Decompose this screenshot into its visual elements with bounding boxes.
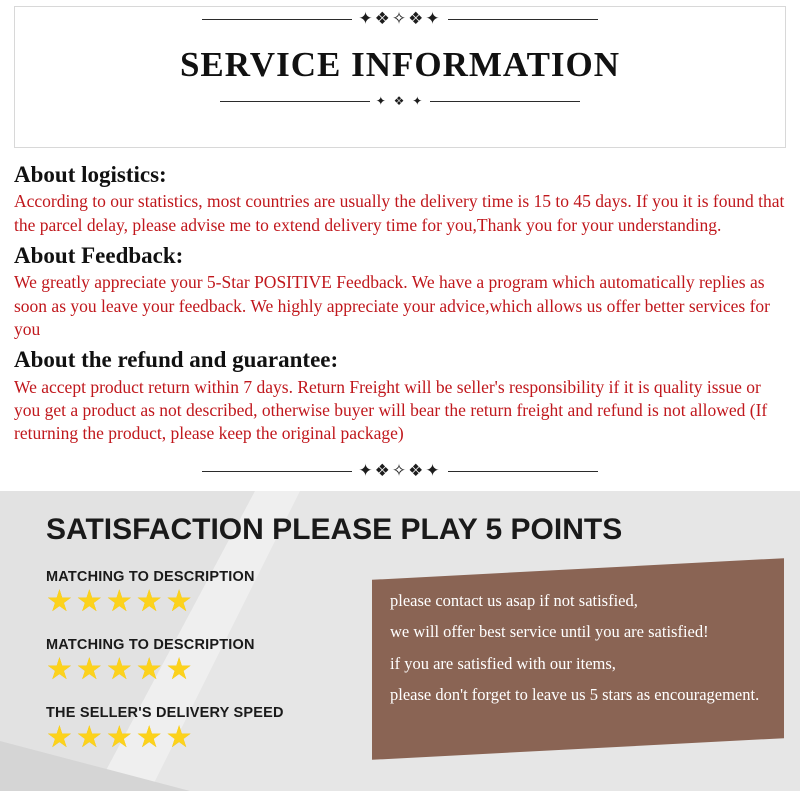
ornament-glyph: ✦❖✧❖✦ xyxy=(358,9,442,29)
star-icon: ★ xyxy=(165,721,196,755)
rating-label: MATCHING TO DESCRIPTION xyxy=(46,569,255,586)
ornament-line-left xyxy=(202,19,352,20)
star-icon: ★ xyxy=(75,653,106,687)
star-icon: ★ xyxy=(135,653,166,687)
section-refund-guarantee xyxy=(14,347,786,445)
page-title: SERVICE INFORMATION xyxy=(179,45,621,84)
star-icon: ★ xyxy=(46,653,76,687)
divider-glyph: ✦❖✧❖✦ xyxy=(358,461,442,482)
note-line-2: we will offer best service until you are satisfied! xyxy=(390,622,709,642)
star-icon: ★ xyxy=(165,585,196,619)
satisfaction-panel xyxy=(0,491,800,791)
section-body: According to our statistics, most countries are usually the delivery time is 15 to 45 days. If you it is found that the parcel delay, please advise me to extend delivery time for you,Thank you for your understanding. xyxy=(14,191,785,235)
star-icon: ★ xyxy=(46,585,76,619)
note-line-4: please don't forget to leave us 5 stars as encouragement. xyxy=(390,685,760,705)
star-icon: ★ xyxy=(105,653,136,687)
star-icon: ★ xyxy=(75,721,106,755)
star-icon: ★ xyxy=(105,585,136,619)
section-body: We accept product return within 7 days. Return Freight will be seller's responsibility if it is quality issue or you get a product as not described, otherwise buyer will bear the return freight and refund is not allowed (If returning the product, please keep the original package) xyxy=(14,376,768,444)
section-title: About the refund and guarantee: xyxy=(14,347,339,373)
star-rating-icons xyxy=(46,723,284,753)
section-logistics xyxy=(14,162,786,237)
star-icon: ★ xyxy=(135,585,166,619)
section-title: About logistics: xyxy=(14,162,167,187)
rating-matching-to-description-1 xyxy=(46,569,255,617)
star-icon: ★ xyxy=(165,653,196,687)
star-icon: ★ xyxy=(75,585,106,619)
divider-line-left xyxy=(202,471,352,472)
rating-matching-to-description-2 xyxy=(46,637,255,685)
panel-title: SATISFACTION PLEASE PLAY 5 POINTS xyxy=(46,513,623,547)
rating-delivery-speed xyxy=(46,705,284,753)
satisfaction-note-box xyxy=(372,559,784,761)
section-body: We greatly appreciate your 5-Star POSITIVE Feedback. We have a program which automatically replies as soon as you leave your feedback. We highly appreciate your advice,which allows us offer better services for you xyxy=(14,272,771,339)
star-rating-icons xyxy=(46,655,255,685)
section-feedback xyxy=(14,243,786,341)
ornament-line-right xyxy=(448,19,598,20)
note-line-3: if you are satisfied with our items, xyxy=(390,654,616,674)
star-icon: ★ xyxy=(46,721,76,755)
rating-label: THE SELLER'S DELIVERY SPEED xyxy=(46,705,284,722)
ornament-glyph-2: ✦ ❖ ✦ xyxy=(375,94,425,108)
ornament-line-left-2 xyxy=(220,101,370,102)
rating-label: MATCHING TO DESCRIPTION xyxy=(46,637,255,654)
service-information-header xyxy=(14,6,786,148)
star-icon: ★ xyxy=(105,721,136,755)
header-ornament-top xyxy=(15,11,785,28)
star-rating-icons xyxy=(46,587,255,617)
divider-line-right xyxy=(448,471,598,472)
section-title: About Feedback: xyxy=(14,242,184,268)
star-icon: ★ xyxy=(135,721,166,755)
header-ornament-bottom xyxy=(15,95,785,107)
ornament-line-right-2 xyxy=(430,101,580,102)
section-divider-ornament xyxy=(14,461,786,481)
service-sections xyxy=(14,162,786,481)
note-line-1: please contact us asap if not satisfied, xyxy=(390,591,638,611)
